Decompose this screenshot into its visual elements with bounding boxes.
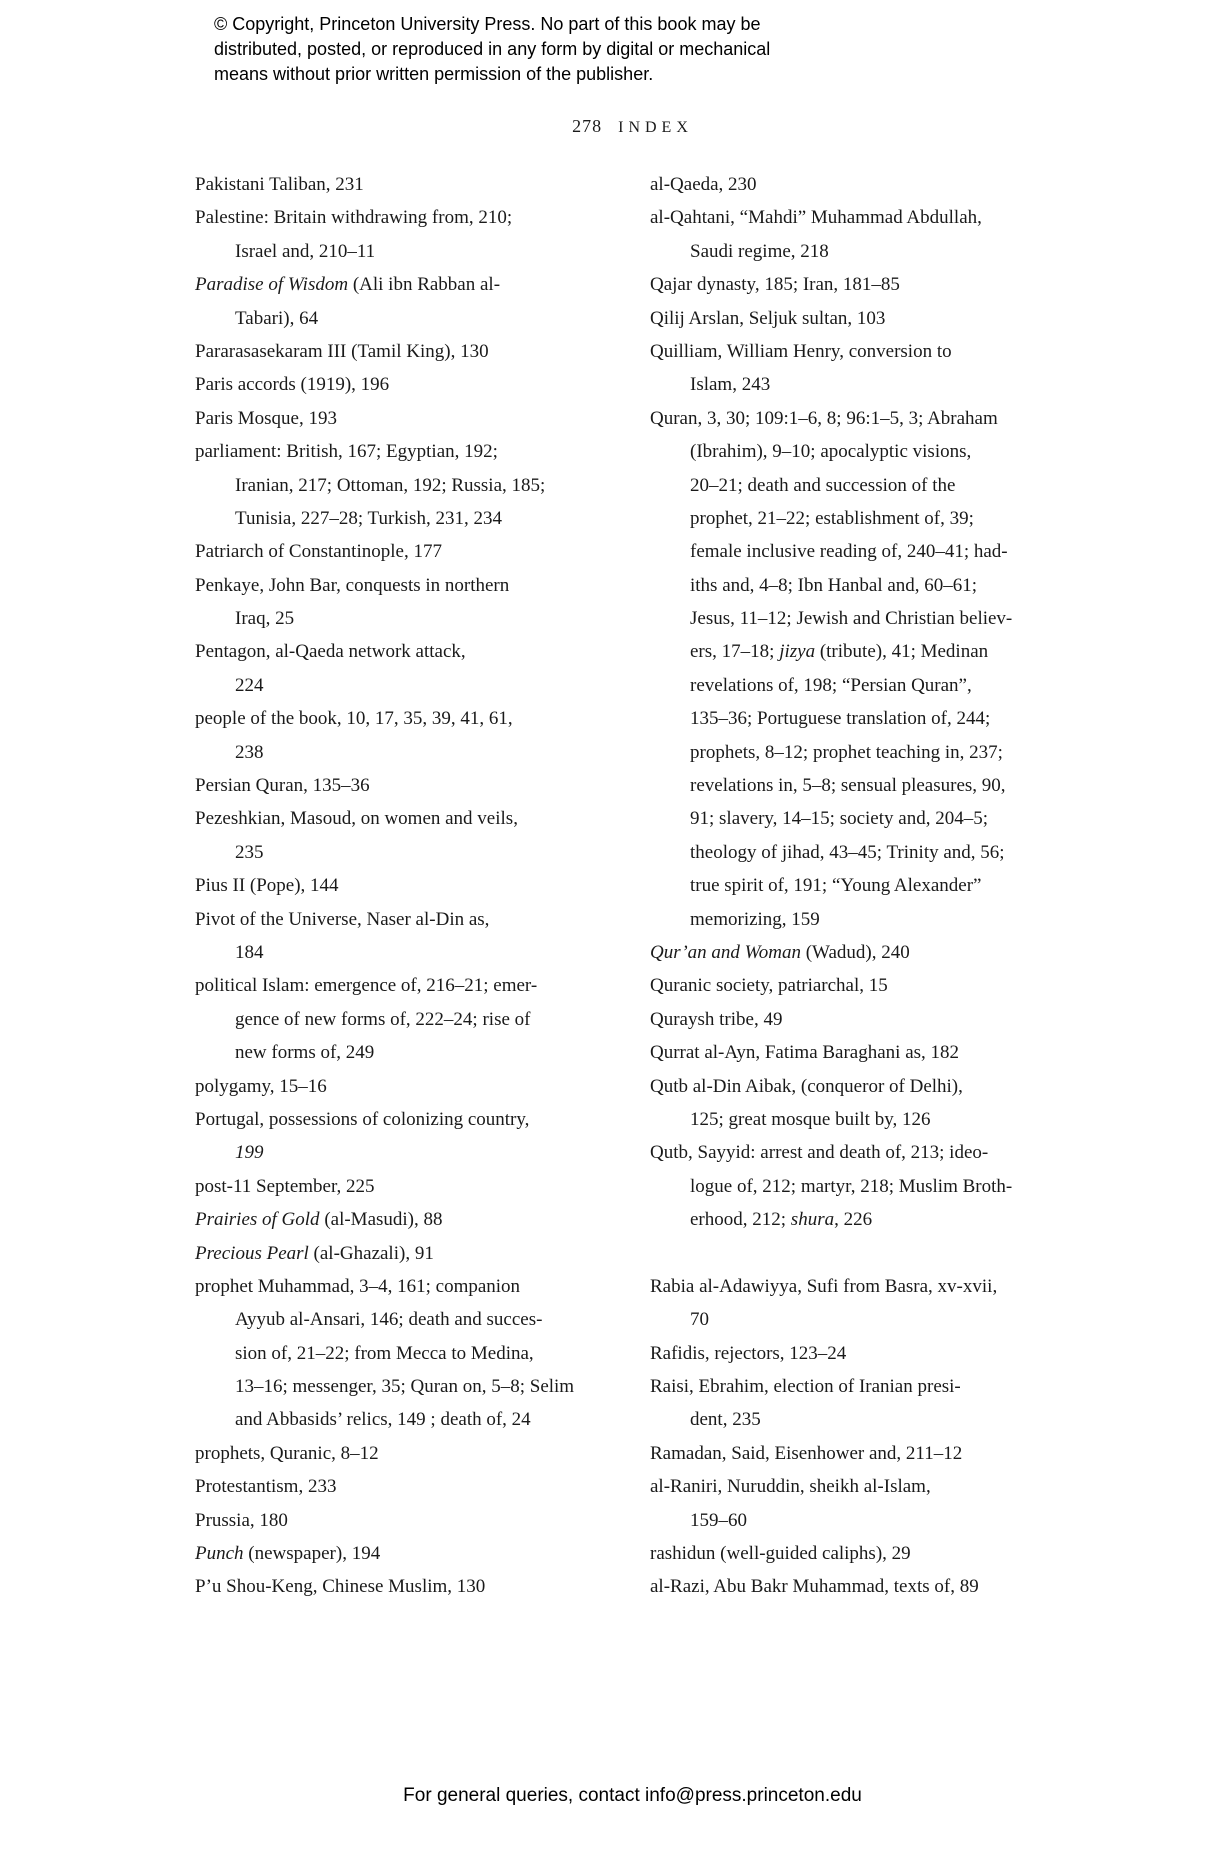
index-entry (650, 969, 1080, 1002)
index-line (195, 1237, 575, 1270)
index-line (650, 368, 1080, 401)
index-text-italic: jizya (779, 641, 816, 663)
index-text: 13–16; messenger, 35; Quran on, 5–8; Selim (235, 1376, 575, 1398)
copyright-line: distributed, posted, or reproduced in any form by digital or mechanical (214, 39, 771, 59)
page-number: 278 (572, 116, 603, 136)
index-entry (650, 1036, 1080, 1069)
index-line (195, 1136, 575, 1169)
index-entry (650, 1370, 1080, 1437)
index-entry (650, 335, 1080, 402)
index-entry (650, 168, 1080, 201)
column-gap (650, 1237, 1080, 1270)
index-text: Ayyub al-Ansari, 146; death and succes- (235, 1309, 543, 1331)
index-entry (195, 1504, 575, 1537)
index-text: Persian Quran, 135–36 (195, 775, 370, 797)
index-text: P’u Shou-Keng, Chinese Muslim, 130 (195, 1576, 486, 1598)
index-line (650, 1370, 1080, 1403)
index-text: Pentagon, al-Qaeda network attack, (195, 641, 466, 663)
index-line (195, 1103, 575, 1136)
index-entry (195, 1103, 575, 1170)
index-text: memorizing, 159 (690, 908, 820, 930)
index-entry (650, 936, 1080, 969)
index-line (650, 302, 1080, 335)
index-entry (195, 1237, 575, 1270)
index-entry (650, 268, 1080, 301)
index-line (195, 235, 575, 268)
index-text: true spirit of, 191; “Young Alexander” (690, 875, 982, 897)
index-text: Saudi regime, 218 (690, 240, 829, 262)
index-text: and Abbasids’ relics, 149 ; death of, 24 (235, 1409, 531, 1431)
index-line (195, 168, 575, 201)
index-line (195, 335, 575, 368)
footer-contact-text: For general queries, contact info@press.princeton.edu (403, 1785, 862, 1806)
index-line (650, 1003, 1080, 1036)
index-entry (650, 201, 1080, 268)
index-line (195, 1570, 575, 1603)
index-entry (195, 535, 575, 568)
index-text: Pivot of the Universe, Naser al-Din as, (195, 908, 490, 930)
index-line (650, 1136, 1080, 1169)
index-line (195, 669, 575, 702)
index-entry (195, 201, 575, 268)
index-line (195, 702, 575, 735)
index-text: iths and, 4–8; Ibn Hanbal and, 60–61; (690, 574, 978, 596)
index-text: ers, 17–18; (690, 641, 780, 663)
index-entry (195, 569, 575, 636)
index-line (650, 1504, 1080, 1537)
index-text: Qutb, Sayyid: arrest and death of, 213; ideo- (650, 1142, 989, 1164)
index-text: Quilliam, William Henry, conversion to (650, 340, 952, 362)
index-text: Jesus, 11–12; Jewish and Christian believ- (690, 608, 1013, 630)
index-entry (195, 702, 575, 769)
index-line (650, 268, 1080, 301)
index-line (195, 969, 575, 1002)
index-line (650, 402, 1080, 435)
index-column-right (650, 168, 1080, 1604)
index-line (650, 836, 1080, 869)
index-text: (al-Masudi), 88 (319, 1209, 443, 1231)
index-line (650, 1337, 1080, 1370)
index-text: 70 (690, 1309, 709, 1331)
index-line (195, 1003, 575, 1036)
index-line (650, 903, 1080, 936)
index-text: Ramadan, Said, Eisenhower and, 211–12 (650, 1442, 963, 1464)
index-text: logue of, 212; martyr, 218; Muslim Broth- (690, 1175, 1013, 1197)
index-text: 184 (235, 941, 264, 963)
index-text: al-Qaeda, 230 (650, 174, 757, 195)
index-text: Raisi, Ebrahim, election of Iranian presi- (650, 1376, 961, 1398)
index-line (650, 502, 1080, 535)
index-line (650, 736, 1080, 769)
index-entry (650, 1270, 1080, 1337)
index-line (195, 569, 575, 602)
index-text: new forms of, 249 (235, 1042, 375, 1064)
index-entry (195, 335, 575, 368)
index-entry (195, 869, 575, 902)
index-line (195, 936, 575, 969)
index-entry (650, 302, 1080, 335)
index-text: Protestantism, 233 (195, 1476, 337, 1498)
index-text: sion of, 21–22; from Mecca to Medina, (235, 1342, 534, 1364)
index-entry (195, 1437, 575, 1470)
index-line (195, 869, 575, 902)
index-line (195, 736, 575, 769)
index-line (195, 1070, 575, 1103)
index-text: Iraq, 25 (235, 608, 295, 630)
index-line (650, 201, 1080, 234)
index-text: Pius II (Pope), 144 (195, 875, 339, 897)
index-text-italic: 199 (235, 1142, 264, 1164)
copyright-line: means without prior written permission of the publisher. (214, 64, 654, 84)
index-text: Quraysh tribe, 49 (650, 1008, 783, 1030)
index-line (195, 1337, 575, 1370)
index-line (195, 435, 575, 468)
index-line (650, 335, 1080, 368)
index-text: 91; slavery, 14–15; society and, 204–5; (690, 808, 988, 830)
index-entry (650, 1237, 1080, 1270)
index-line (195, 1504, 575, 1537)
index-line (195, 602, 575, 635)
index-entry (195, 969, 575, 1069)
index-line (650, 602, 1080, 635)
index-column-left (195, 168, 575, 1604)
index-line (650, 1470, 1080, 1503)
index-line (650, 1103, 1080, 1136)
index-line (650, 635, 1080, 668)
index-entry (650, 1470, 1080, 1537)
index-line (650, 1570, 1080, 1603)
index-line (195, 802, 575, 835)
index-text: (Wadud), 240 (800, 941, 910, 963)
index-line (195, 1203, 575, 1236)
index-text: parliament: British, 167; Egyptian, 192; (195, 441, 498, 463)
index-line (195, 268, 575, 301)
index-line (650, 535, 1080, 568)
index-line (650, 769, 1080, 802)
index-entry (195, 802, 575, 869)
index-entry (195, 435, 575, 535)
index-entry (195, 1570, 575, 1603)
index-text: Portugal, possessions of colonizing country, (195, 1108, 530, 1130)
index-line (650, 1437, 1080, 1470)
index-text: revelations in, 5–8; sensual pleasures, 90, (690, 775, 1006, 797)
index-text: (Ali ibn Rabban al- (348, 274, 501, 296)
index-line (650, 1403, 1080, 1436)
index-text: 125; great mosque built by, 126 (690, 1108, 931, 1130)
index-text-italic: shura (790, 1209, 835, 1231)
index-entry (195, 1170, 575, 1203)
index-text: polygamy, 15–16 (195, 1075, 327, 1097)
index-entry (195, 268, 575, 335)
index-text-italic: Punch (195, 1543, 244, 1565)
index-text-italic: Qur’an and Woman (650, 941, 801, 963)
index-text: (al-Ghazali), 91 (308, 1242, 434, 1264)
index-line (195, 1437, 575, 1470)
index-text: Penkaye, John Bar, conquests in northern (195, 574, 510, 596)
page-footer (195, 1785, 1070, 1807)
index-line (195, 1537, 575, 1570)
index-entry (195, 168, 575, 201)
index-text: political Islam: emergence of, 216–21; emer- (195, 975, 538, 997)
index-text: Rabia al-Adawiyya, Sufi from Basra, xv-xvii, (650, 1275, 998, 1297)
index-text: Iranian, 217; Ottoman, 192; Russia, 185; (235, 474, 546, 496)
index-text: Qajar dynasty, 185; Iran, 181–85 (650, 274, 900, 296)
page-header (195, 116, 1070, 137)
index-line (650, 969, 1080, 1002)
index-line (195, 1370, 575, 1403)
index-line (195, 1270, 575, 1303)
index-text: Israel and, 210–11 (235, 240, 376, 262)
index-text: Qilij Arslan, Seljuk sultan, 103 (650, 307, 886, 329)
index-line (195, 635, 575, 668)
index-line (650, 669, 1080, 702)
index-entry (195, 1070, 575, 1103)
index-text: prophets, 8–12; prophet teaching in, 237; (690, 741, 1003, 763)
index-line (650, 469, 1080, 502)
index-text: prophet Muhammad, 3–4, 161; companion (195, 1275, 521, 1297)
index-text-italic: Paradise of Wisdom (195, 274, 349, 296)
index-entry (195, 402, 575, 435)
index-entry (650, 1570, 1080, 1603)
index-text: Prussia, 180 (195, 1509, 288, 1531)
index-line (650, 569, 1080, 602)
index-text-italic: Prairies of Gold (195, 1209, 320, 1231)
index-line (195, 368, 575, 401)
index-line (650, 1270, 1080, 1303)
index-text: Rafidis, rejectors, 123–24 (650, 1342, 847, 1364)
index-entry (650, 1537, 1080, 1570)
index-text: Quran, 3, 30; 109:1–6, 8; 96:1–5, 3; Abraham (650, 407, 998, 429)
index-text: rashidun (well-guided caliphs), 29 (650, 1543, 911, 1565)
index-text: revelations of, 198; “Persian Quran”, (690, 674, 972, 696)
index-entry (650, 1136, 1080, 1236)
index-line (650, 1203, 1080, 1236)
index-text: Paris Mosque, 193 (195, 407, 337, 429)
index-title: INDEX (618, 119, 693, 136)
index-text: theology of jihad, 43–45; Trinity and, 56; (690, 841, 1005, 863)
index-text: al-Raniri, Nuruddin, sheikh al-Islam, (650, 1476, 931, 1498)
index-line (195, 1470, 575, 1503)
index-entry (650, 1070, 1080, 1137)
index-text: dent, 235 (690, 1409, 761, 1431)
index-text: Qutb al-Din Aibak, (conqueror of Delhi), (650, 1075, 963, 1097)
index-text: Qurrat al-Ayn, Fatima Baraghani as, 182 (650, 1042, 960, 1064)
index-entry (650, 402, 1080, 936)
index-line (650, 235, 1080, 268)
index-line (195, 769, 575, 802)
index-text: 235 (235, 841, 264, 863)
index-line (195, 1036, 575, 1069)
index-text: , 226 (834, 1209, 873, 1231)
index-text: Tunisia, 227–28; Turkish, 231, 234 (235, 507, 502, 529)
index-text: post-11 September, 225 (195, 1175, 375, 1197)
index-text: female inclusive reading of, 240–41; had- (690, 541, 1008, 563)
index-line (650, 435, 1080, 468)
index-line (650, 168, 1080, 201)
index-line (650, 802, 1080, 835)
index-text: Pararasasekaram III (Tamil King), 130 (195, 340, 489, 362)
index-text: Pakistani Taliban, 231 (195, 174, 364, 195)
index-line (195, 1303, 575, 1336)
index-line (650, 1036, 1080, 1069)
index-text: erhood, 212; (690, 1209, 791, 1231)
index-text: 135–36; Portuguese translation of, 244; (690, 708, 991, 730)
index-line (195, 302, 575, 335)
copyright-notice (214, 12, 894, 87)
copyright-line: © Copyright, Princeton University Press. No part of this book may be (214, 14, 761, 34)
index-line (650, 936, 1080, 969)
index-text: al-Razi, Abu Bakr Muhammad, texts of, 89 (650, 1576, 979, 1598)
index-text: gence of new forms of, 222–24; rise of (235, 1008, 531, 1030)
index-line (195, 502, 575, 535)
index-text: Patriarch of Constantinople, 177 (195, 541, 442, 563)
index-text: 238 (235, 741, 264, 763)
index-text: people of the book, 10, 17, 35, 39, 41, 61, (195, 708, 513, 730)
index-line (195, 535, 575, 568)
index-line (650, 1070, 1080, 1103)
index-text: Palestine: Britain withdrawing from, 210; (195, 207, 513, 229)
index-text: prophets, Quranic, 8–12 (195, 1442, 379, 1464)
index-entry (195, 1270, 575, 1437)
index-line (195, 836, 575, 869)
index-text: (tribute), 41; Medinan (815, 641, 989, 663)
index-entry (195, 1203, 575, 1236)
index-text: Quranic society, patriarchal, 15 (650, 975, 888, 997)
index-line (195, 1403, 575, 1436)
index-line (195, 402, 575, 435)
index-line (650, 1170, 1080, 1203)
index-text: Paris accords (1919), 196 (195, 374, 390, 396)
index-line (195, 903, 575, 936)
index-text: 20–21; death and succession of the (690, 474, 956, 496)
index-line (650, 1537, 1080, 1570)
index-entry (195, 368, 575, 401)
index-line (195, 1170, 575, 1203)
index-entry (650, 1437, 1080, 1470)
index-entry (195, 903, 575, 970)
index-text: 159–60 (690, 1509, 747, 1531)
index-entry (650, 1003, 1080, 1036)
index-line (650, 869, 1080, 902)
index-text: (Ibrahim), 9–10; apocalyptic visions, (690, 441, 972, 463)
index-line (195, 201, 575, 234)
index-text: Tabari), 64 (235, 307, 319, 329)
index-entry (195, 635, 575, 702)
index-text: Islam, 243 (690, 374, 771, 396)
index-entry (195, 1537, 575, 1570)
index-text: (newspaper), 194 (243, 1543, 381, 1565)
index-text: prophet, 21–22; establishment of, 39; (690, 507, 974, 529)
index-text: 224 (235, 674, 264, 696)
index-entry (195, 1470, 575, 1503)
index-text-italic: Precious Pearl (195, 1242, 309, 1264)
index-line (650, 702, 1080, 735)
index-text: Pezeshkian, Masoud, on women and veils, (195, 808, 518, 830)
index-line (195, 469, 575, 502)
index-entry (650, 1337, 1080, 1370)
index-line (650, 1303, 1080, 1336)
index-entry (195, 769, 575, 802)
index-text: al-Qahtani, “Mahdi” Muhammad Abdullah, (650, 207, 982, 229)
